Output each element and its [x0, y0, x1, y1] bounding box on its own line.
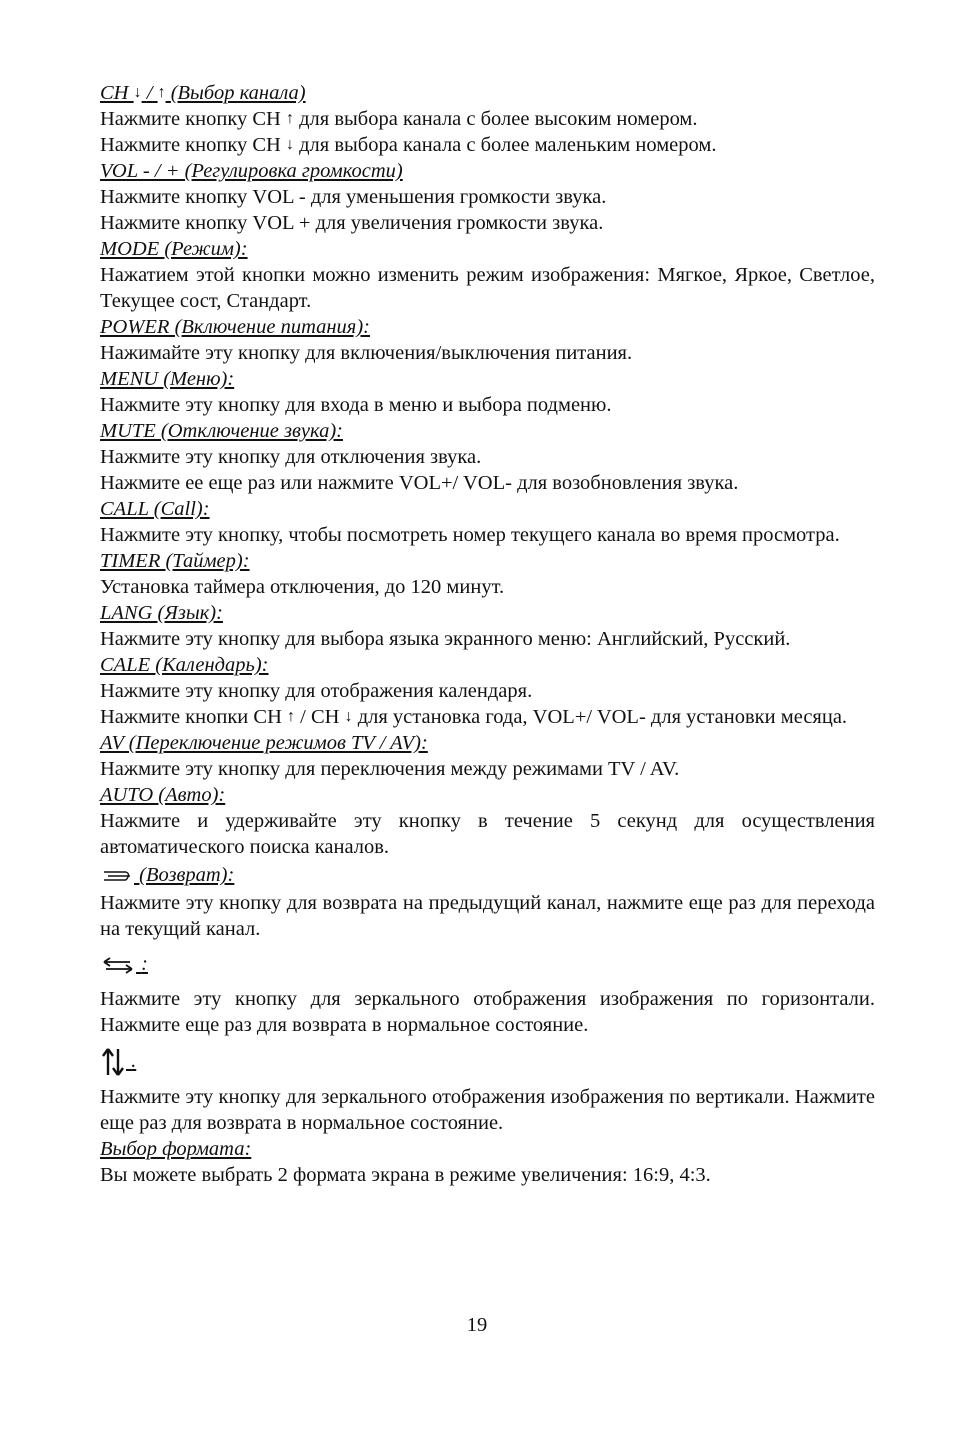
power-text: Нажимайте эту кнопку для включения/выключения питания. — [100, 342, 633, 364]
ch-line-down-b: для выбора канала с более маленьким номером. — [299, 134, 717, 156]
power-heading: POWER (Включение питания): — [100, 316, 370, 338]
mute-line-1: Нажмите эту кнопку для отключения звука. — [100, 446, 482, 468]
ch-heading-prefix: CH — [100, 82, 129, 104]
format-heading: Выбор формата: — [100, 1138, 252, 1160]
timer-heading: TIMER (Таймер): — [100, 550, 250, 572]
return-icon — [100, 864, 139, 886]
return-heading — [100, 860, 875, 890]
ch-line-down — [100, 132, 875, 158]
ch-line-down-a: Нажмите кнопку CH — [100, 134, 281, 156]
page-number: 19 — [466, 1314, 488, 1336]
page-content — [100, 80, 875, 1188]
auto-text: Нажмите и удерживайте эту кнопку в течение 5 секунд для осуществления автоматического поиска каналов. — [100, 810, 875, 858]
vmirror-text: Нажмите эту кнопку для зеркального отображения изображения по вертикали. Нажмите еще раз для возврата в нормальное состояние. — [100, 1086, 875, 1134]
av-heading: AV (Переключение режимов TV / AV): — [100, 732, 428, 754]
vmirror-heading — [100, 1038, 875, 1084]
call-heading: CALL (Call): — [100, 498, 210, 520]
timer-text: Установка таймера отключения, до 120 минут. — [100, 576, 505, 598]
format-text: Вы можете выбрать 2 формата экрана в режиме увеличения: 16:9, 4:3. — [100, 1164, 711, 1186]
hmirror-heading — [100, 942, 875, 986]
horizontal-mirror-icon — [100, 953, 141, 975]
vol-heading: VOL - / + (Регулировка громкости) — [100, 160, 403, 182]
mode-heading: MODE (Режим): — [100, 238, 248, 260]
ch-line-up-b: для выбора канала с более высоким номером. — [299, 108, 698, 130]
vertical-mirror-icon — [100, 1050, 131, 1072]
arrow-up-icon: ↑ — [287, 708, 296, 725]
av-text: Нажмите эту кнопку для переключения между режимами TV / AV. — [100, 758, 680, 780]
return-text: Нажмите эту кнопку для возврата на предыдущий канал, нажмите еще раз для перехода на текущий канал. — [100, 892, 875, 940]
mute-heading: MUTE (Отключение звука): — [100, 420, 343, 442]
mode-text: Нажатием этой кнопки можно изменить режим изображения: Мягкое, Яркое, Светлое, Текущее сост, Стандарт. — [100, 264, 875, 312]
cale-line-2 — [100, 704, 875, 730]
ch-line-up-a: Нажмите кнопку CH — [100, 108, 281, 130]
vol-line-minus: Нажмите кнопку VOL - для уменьшения громкости звука. — [100, 186, 607, 208]
lang-text: Нажмите эту кнопку для выбора языка экранного меню: Английский, Русский. — [100, 628, 791, 650]
menu-text: Нажмите эту кнопку для входа в меню и выбора подменю. — [100, 394, 612, 416]
cale-heading: CALE (Календарь): — [100, 654, 269, 676]
hmirror-text: Нажмите эту кнопку для зеркального отображения изображения по горизонтали. Нажмите еще раз для возврата в нормальное состояние. — [100, 988, 875, 1036]
cale-line-2-b: / CH — [300, 706, 340, 728]
ch-heading — [100, 80, 875, 106]
arrow-up-icon: ↑ — [286, 110, 294, 127]
call-text: Нажмите эту кнопку, чтобы посмотреть номер текущего канала во время просмотра. — [100, 524, 840, 546]
menu-heading: MENU (Меню): — [100, 368, 235, 390]
cale-line-2-a: Нажмите кнопки CH — [100, 706, 282, 728]
hmirror-heading-label: : — [141, 953, 148, 975]
auto-heading: AUTO (Авто): — [100, 784, 226, 806]
cale-line-2-c: для установка года, VOL+/ VOL- для установки месяца. — [357, 706, 848, 728]
vmirror-heading-label: . — [131, 1050, 137, 1072]
cale-line-1: Нажмите эту кнопку для отображения календаря. — [100, 680, 533, 702]
arrow-up-icon: ↑ — [157, 84, 166, 101]
ch-heading-suffix: (Выбор канала) — [170, 82, 306, 104]
vol-line-plus: Нажмите кнопку VOL + для увеличения громкости звука. — [100, 212, 604, 234]
mute-line-2: Нажмите ее еще раз или нажмите VOL+/ VOL- для возобновления звука. — [100, 472, 739, 494]
arrow-down-icon: ↓ — [344, 708, 353, 725]
return-heading-label: (Возврат): — [139, 864, 235, 886]
ch-line-up — [100, 106, 875, 132]
arrow-down-icon: ↓ — [286, 136, 294, 153]
lang-heading: LANG (Язык): — [100, 602, 223, 624]
arrow-down-icon: ↓ — [133, 84, 142, 101]
ch-heading-slash: / — [146, 82, 153, 104]
